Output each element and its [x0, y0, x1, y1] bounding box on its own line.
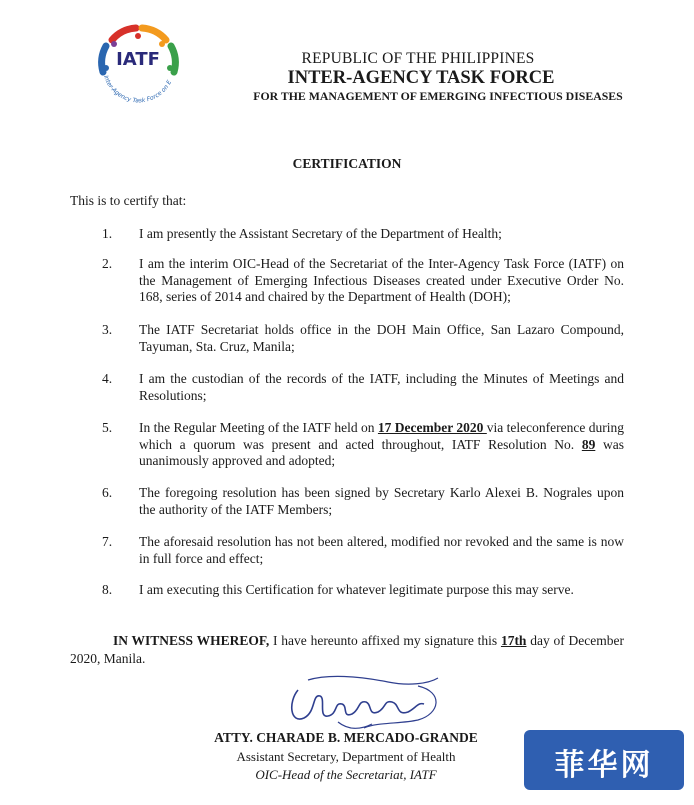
item-text: I am executing this Certification for whatever legitimate purpose this may serve.	[139, 582, 574, 597]
item-text: I am the custodian of the records of the IATF, including the Minutes of Meetings and Resolutions;	[139, 371, 624, 403]
document-title: CERTIFICATION	[292, 156, 402, 171]
item-text: The foregoing resolution has been signed by Secretary Karlo Alexei B. Nograles upon the authority of the IATF Members;	[139, 485, 624, 517]
handwritten-signature	[268, 672, 448, 734]
signing-day: 17th	[500, 633, 527, 648]
item-text: I am presently the Assistant Secretary of the Department of Health;	[139, 226, 502, 241]
item-number: 8.	[102, 582, 113, 597]
item-text: The aforesaid resolution has not been altered, modified nor revoked and the same is now in full force and effect;	[139, 534, 624, 566]
watermark-text: 菲华网	[554, 748, 654, 783]
item-text: I am the interim OIC-Head of the Secretariat of the Inter-Agency Task Force (IATF) on the Management of Emerging Infectious Diseases created under Executive Order No. 168, series of 2014 and chaired by the Department of Health (DOH);	[139, 256, 624, 304]
item-text-part: via teleconference during which a quorum was present and acted throughout, IATF Resolution No.	[139, 420, 624, 452]
item-number: 7.	[102, 534, 113, 549]
witness-text: day of December 2020, Manila.	[70, 633, 624, 666]
site-watermark	[524, 730, 684, 790]
header-agency: INTER-AGENCY TASK FORCE	[287, 68, 555, 88]
intro-text: This is to certify that:	[70, 193, 187, 208]
witness-lead: IN WITNESS WHEREOF,	[113, 633, 270, 648]
signatory-name: ATTY. CHARADE B. MERCADO-GRANDE	[214, 730, 478, 745]
logo-ring-text: Inter-Agency Task Force on E	[102, 74, 174, 105]
signatory-office: OIC-Head of the Secretariat, IATF	[255, 767, 437, 782]
letterhead	[180, 50, 650, 104]
meeting-date: 17 December 2020	[377, 420, 487, 435]
item-text	[139, 420, 624, 470]
item-number: 2.	[102, 256, 113, 271]
item-number: 5.	[102, 420, 113, 435]
item-number: 1.	[102, 226, 113, 241]
logo-text: IATF	[116, 49, 160, 70]
item-number: 3.	[102, 322, 113, 337]
item-text-part: In the Regular Meeting of the IATF held on	[139, 420, 378, 435]
witness-text: I have hereunto affixed my signature this	[269, 633, 501, 648]
item-number: 6.	[102, 485, 113, 500]
header-country: REPUBLIC OF THE PHILIPPINES	[301, 50, 535, 67]
resolution-number: 89	[581, 436, 596, 452]
item-text: The IATF Secretariat holds office in the DOH Main Office, San Lazaro Compound, Tayuman, Sta. Cruz, Manila;	[139, 322, 624, 354]
item-text-part: was unanimously approved and adopted;	[139, 436, 624, 468]
header-agency-subtitle: FOR THE MANAGEMENT OF EMERGING INFECTIOUS DISEASES	[253, 89, 623, 103]
iatf-logo	[92, 22, 184, 108]
signatory-position: Assistant Secretary, Department of Health	[236, 749, 456, 764]
item-number: 4.	[102, 371, 113, 386]
witness-clause	[70, 632, 624, 668]
